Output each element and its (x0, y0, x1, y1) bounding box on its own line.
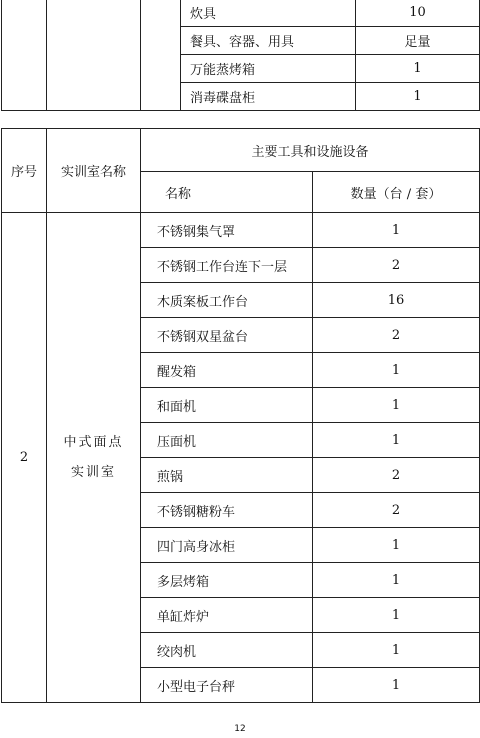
item-name: 醒发箱 (141, 353, 313, 388)
item-name: 四门高身冰柜 (141, 528, 313, 563)
equipment-table-continued (1, 0, 480, 111)
item-qty: 1 (356, 83, 480, 111)
header-item-qty: 数量（台 / 套） (313, 172, 480, 213)
room-name: 中式面点实训室 (47, 213, 141, 703)
item-name: 万能蒸烤箱 (181, 55, 356, 83)
item-name: 煎锅 (141, 458, 313, 493)
item-qty: 2 (313, 493, 480, 528)
table-row (2, 0, 480, 27)
item-name: 消毒碟盘柜 (181, 83, 356, 111)
item-qty: 1 (356, 55, 480, 83)
item-name: 压面机 (141, 423, 313, 458)
item-qty: 1 (313, 598, 480, 633)
item-qty: 1 (313, 423, 480, 458)
item-name: 餐具、容器、用具 (181, 27, 356, 55)
item-qty: 足量 (356, 27, 480, 55)
item-qty: 10 (356, 0, 480, 27)
item-qty: 1 (313, 633, 480, 668)
item-qty: 1 (313, 213, 480, 248)
item-qty: 1 (313, 388, 480, 423)
header-equipment-group: 主要工具和设施设备 (141, 129, 480, 172)
item-qty: 1 (313, 563, 480, 598)
item-qty: 16 (313, 283, 480, 318)
item-name: 小型电子台秤 (141, 668, 313, 703)
item-qty: 2 (313, 318, 480, 353)
item-name: 不锈钢工作台连下一层 (141, 248, 313, 283)
item-name: 不锈钢集气罩 (141, 213, 313, 248)
seq-cell-empty (2, 0, 47, 111)
room-cell-empty (47, 0, 141, 111)
item-name: 和面机 (141, 388, 313, 423)
item-name: 绞肉机 (141, 633, 313, 668)
item-qty: 2 (313, 458, 480, 493)
item-qty: 1 (313, 528, 480, 563)
table-row (2, 213, 480, 248)
room-seq: 2 (2, 213, 47, 703)
item-qty: 1 (313, 353, 480, 388)
item-name: 多层烤箱 (141, 563, 313, 598)
table-header-row (2, 129, 480, 172)
item-name: 炊具 (181, 0, 356, 27)
equipment-table (1, 128, 480, 703)
item-qty: 1 (313, 668, 480, 703)
header-room-name: 实训室名称 (47, 129, 141, 213)
item-name: 不锈钢糖粉车 (141, 493, 313, 528)
item-qty: 2 (313, 248, 480, 283)
item-name: 单缸炸炉 (141, 598, 313, 633)
header-item-name: 名称 (141, 172, 313, 213)
item-name: 木质案板工作台 (141, 283, 313, 318)
sub-cell-empty (141, 0, 181, 111)
header-seq: 序号 (2, 129, 47, 213)
item-name: 不锈钢双星盆台 (141, 318, 313, 353)
page-number: 12 (234, 724, 246, 734)
